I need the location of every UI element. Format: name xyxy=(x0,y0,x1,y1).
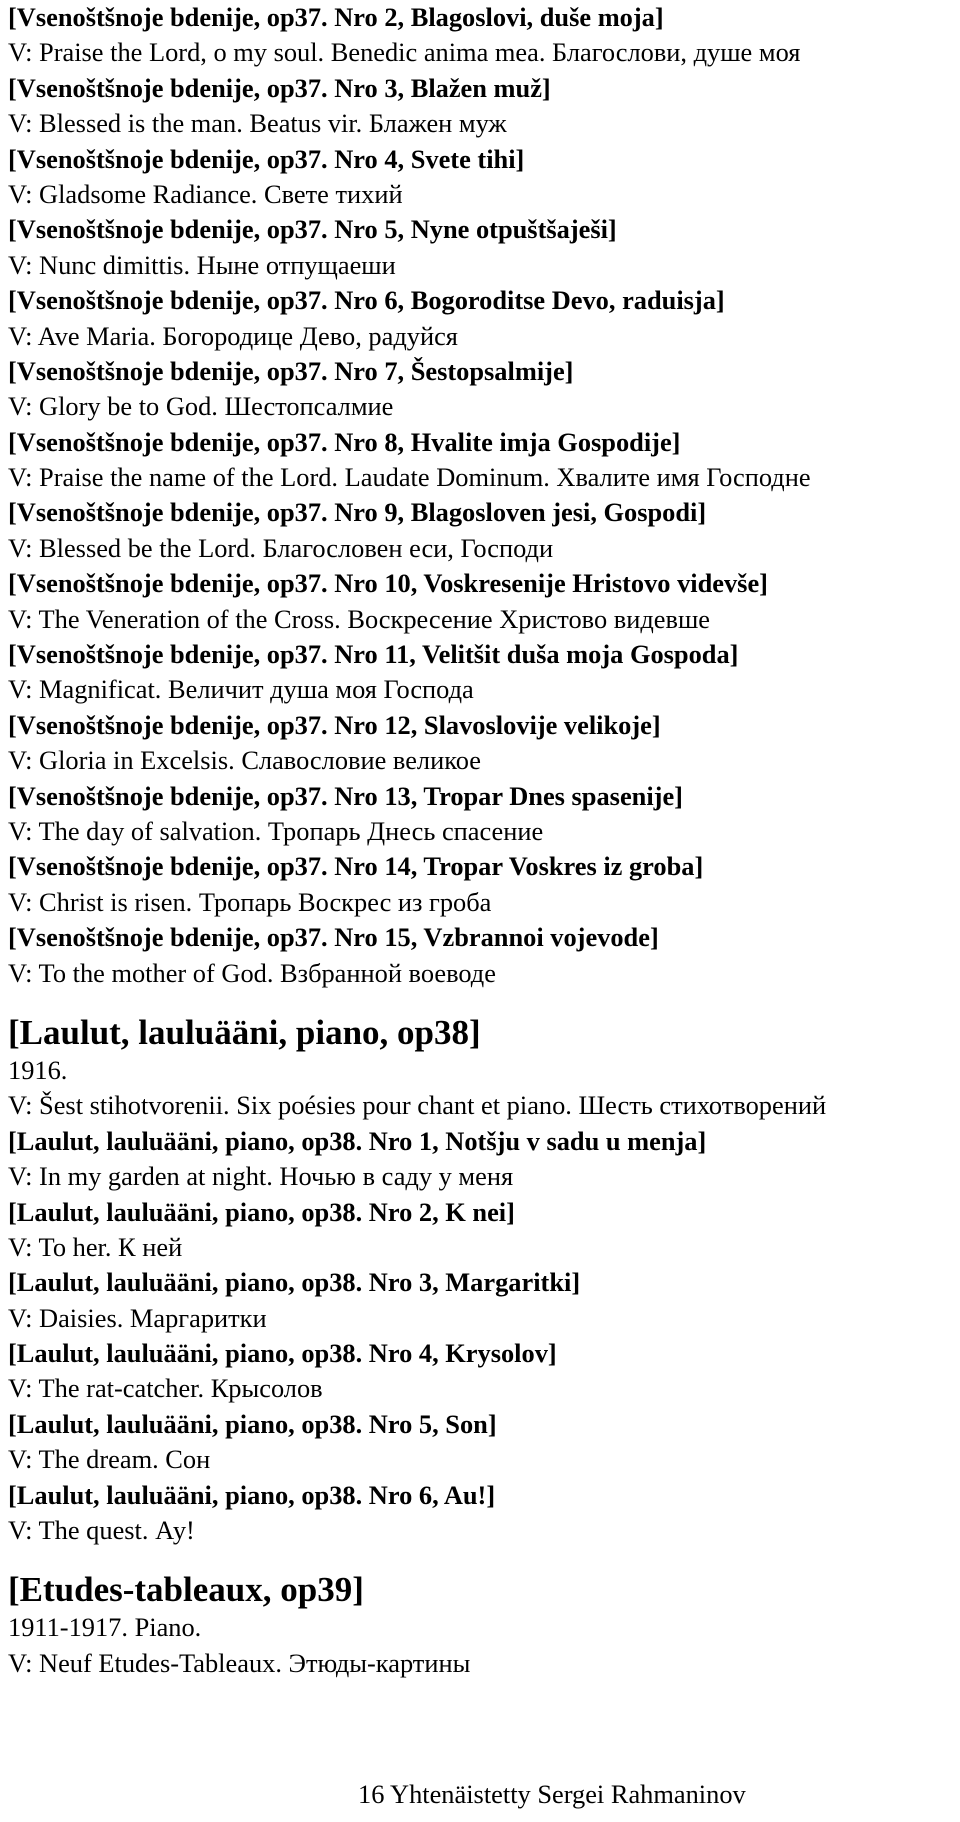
entry-text: 1916. xyxy=(8,1054,68,1085)
entry-text: V: Ave Maria. Богородице Дево, радуйся xyxy=(8,320,458,351)
entry-heading: [Laulut, lauluääni, piano, op38. Nro 5, Son] xyxy=(8,1408,497,1439)
entry-heading: [Vsenoštšnoje bdenije, op37. Nro 2, Blagoslovi, duše moja] xyxy=(8,2,664,32)
entry-text: V: To the mother of God. Взбранной воеводе xyxy=(8,957,496,988)
document-page xyxy=(8,0,953,1681)
entry-heading: [Vsenoštšnoje bdenije, op37. Nro 14, Tropar Voskres iz groba] xyxy=(8,851,704,882)
entry-text: V: To her. К ней xyxy=(8,1231,183,1262)
entry-heading: [Vsenoštšnoje bdenije, op37. Nro 13, Tropar Dnes spasenije] xyxy=(8,780,683,811)
entry-heading: [Vsenoštšnoje bdenije, op37. Nro 12, Slavoslovije velikoje] xyxy=(8,709,661,740)
entry-heading: [Laulut, lauluääni, piano, op38. Nro 2, K nei] xyxy=(8,1196,515,1227)
entry-text: V: In my garden at night. Ночью в саду у меня xyxy=(8,1161,514,1192)
entry-heading: [Laulut, lauluääni, piano, op38. Nro 6, Au!] xyxy=(8,1479,496,1510)
section-heading: [Etudes-tableaux, op39] xyxy=(8,1570,364,1610)
entry-text: V: Daisies. Маргаритки xyxy=(8,1302,267,1333)
entry-text: V: Praise the Lord, o my soul. Benedic anima mea. Благослови, душе моя xyxy=(8,37,801,68)
entry-text: V: The Veneration of the Cross. Воскресение Христово видевше xyxy=(8,603,710,634)
entry-heading: [Vsenoštšnoje bdenije, op37. Nro 11, Velitšit duša moja Gospoda] xyxy=(8,639,739,670)
entry-heading: [Vsenoštšnoje bdenije, op37. Nro 8, Hvalite imja Gospodije] xyxy=(8,426,681,457)
entry-text: V: Nunc dimittis. Ныне отпущаеши xyxy=(8,249,396,280)
entry-heading: [Vsenoštšnoje bdenije, op37. Nro 15, Vzbrannoi vojevode] xyxy=(8,922,659,953)
entry-text: V: Šest stihotvorenii. Six poésies pour chant et piano. Шесть стихотворений xyxy=(8,1090,827,1121)
entry-heading: [Vsenoštšnoje bdenije, op37. Nro 3, Blažen muž] xyxy=(8,72,551,103)
entry-text: V: Christ is risen. Тропарь Воскрес из гроба xyxy=(8,886,492,917)
entry-heading: [Laulut, lauluääni, piano, op38. Nro 1, Notšju v sadu u menja] xyxy=(8,1125,707,1156)
entry-heading: [Vsenoštšnoje bdenije, op37. Nro 4, Svete tihi] xyxy=(8,143,525,174)
entry-text: V: Blessed is the man. Beatus vir. Блажен муж xyxy=(8,108,507,139)
entry-text: V: Glory be to God. Шестопсалмие xyxy=(8,391,394,422)
entry-heading: [Vsenoštšnoje bdenije, op37. Nro 9, Blagosloven jesi, Gospodi] xyxy=(8,497,707,528)
entry-text: V: Magnificat. Величит душа моя Господа xyxy=(8,674,474,705)
entry-text: V: Praise the name of the Lord. Laudate Dominum. Хвалите имя Господне xyxy=(8,462,811,493)
entry-heading: [Laulut, lauluääni, piano, op38. Nro 3, Margaritki] xyxy=(8,1267,581,1298)
entry-heading: [Vsenoštšnoje bdenije, op37. Nro 6, Bogoroditse Devo, raduisja] xyxy=(8,285,725,316)
entry-heading: [Vsenoštšnoje bdenije, op37. Nro 5, Nyne otpuštšaješi] xyxy=(8,214,617,245)
entry-text: V: Gladsome Radiance. Свете тихий xyxy=(8,178,403,209)
entry-text: V: Blessed be the Lord. Благословен еси, Господи xyxy=(8,532,554,563)
entry-text: V: The quest. Ау! xyxy=(8,1515,195,1546)
entry-text: V: The rat-catcher. Крысолов xyxy=(8,1373,323,1404)
entry-text: V: Gloria in Excelsis. Славословие великое xyxy=(8,745,481,776)
entry-text: 1911-1917. Piano. xyxy=(8,1612,202,1643)
page-footer: 16 Yhtenäistetty Sergei Rahmaninov xyxy=(358,1779,746,1809)
entry-text: V: The dream. Сон xyxy=(8,1444,211,1475)
entry-heading: [Laulut, lauluääni, piano, op38. Nro 4, Krysolov] xyxy=(8,1338,557,1369)
entry-heading: [Vsenoštšnoje bdenije, op37. Nro 10, Voskresenije Hristovo videvše] xyxy=(8,568,768,599)
entry-text: V: The day of salvation. Тропарь Днесь спасение xyxy=(8,815,544,846)
entry-heading: [Vsenoštšnoje bdenije, op37. Nro 7, Šestopsalmije] xyxy=(8,355,574,386)
section-heading: [Laulut, lauluääni, piano, op38] xyxy=(8,1012,481,1052)
entry-text: V: Neuf Etudes-Tableaux. Этюды-картины xyxy=(8,1647,471,1678)
